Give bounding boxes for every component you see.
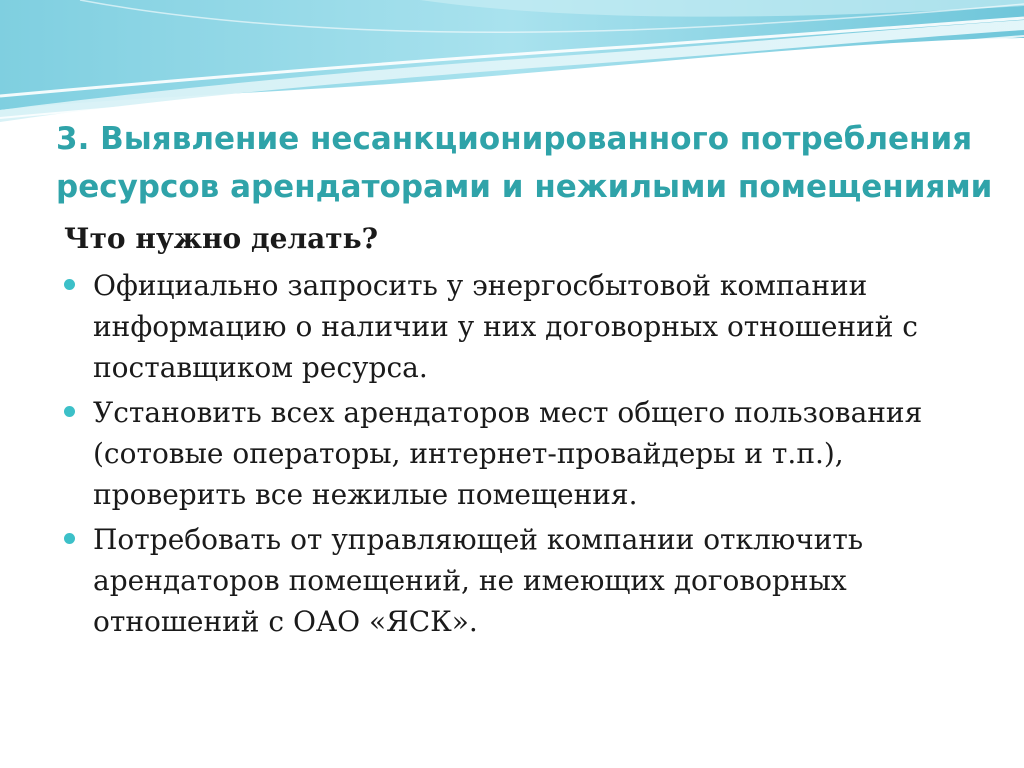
bullet-dot-icon xyxy=(64,533,75,544)
bullet-text: Установить всех арендаторов мест общего пользования (сотовые операторы, интернет-провайдеры и т.п.), проверить все нежилые помещения. xyxy=(93,396,923,511)
bullet-item xyxy=(62,265,962,388)
slide-body xyxy=(62,221,962,646)
bullet-dot-icon xyxy=(64,279,75,290)
bullet-item xyxy=(62,519,962,642)
slide-title: 3. Выявление несанкционированного потребления ресурсов арендаторами и нежилыми помещениями xyxy=(56,121,993,205)
bullet-text: Потребовать от управляющей компании отключить арендаторов помещений, не имеющих договорных отношений с ОАО «ЯСК». xyxy=(93,523,864,638)
bullet-item xyxy=(62,392,962,515)
bullet-list xyxy=(62,265,962,642)
question-heading: Что нужно делать? xyxy=(64,222,379,255)
bullet-text: Официально запросить у энергосбытовой компании информацию о наличии у них договорных отношений с поставщиком ресурса. xyxy=(93,269,918,384)
bullet-dot-icon xyxy=(64,406,75,417)
